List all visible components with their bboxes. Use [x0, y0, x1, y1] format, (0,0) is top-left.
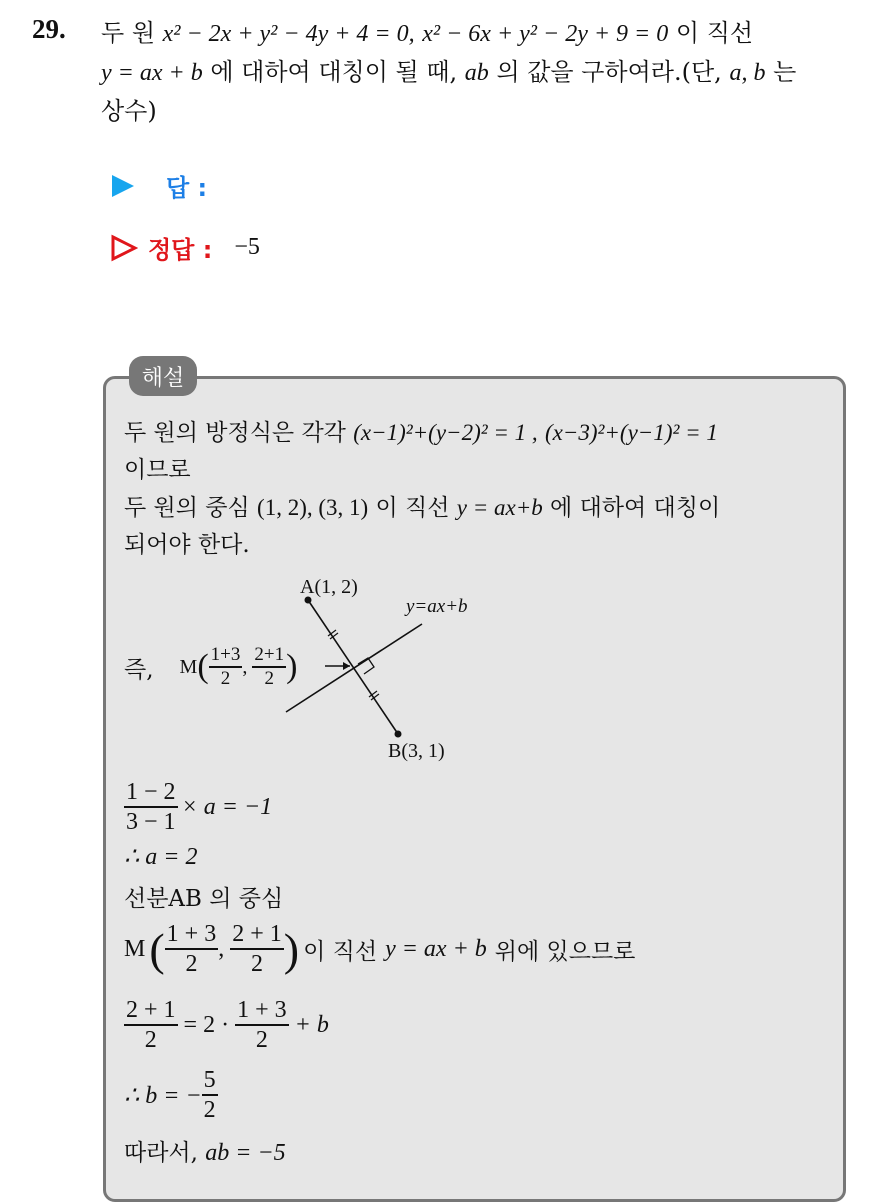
correct-answer-label: 정답 :: [148, 236, 213, 264]
line-y-ax-b: [286, 624, 422, 712]
sol-text: 선분AB 의 중심: [124, 886, 284, 912]
q-ab: ab: [464, 60, 489, 86]
sol-text: 이 직선: [303, 938, 378, 965]
question-number: 29.: [32, 14, 66, 44]
sol-equation: + b: [294, 1011, 329, 1038]
sol-text: 되어야 한다.: [124, 532, 250, 558]
sol-line-equation: y = ax+b: [456, 495, 543, 520]
sol-result-b: ∴ b = −: [124, 1082, 202, 1109]
sol-equation: = 2 ·: [183, 1011, 230, 1038]
sol-text: 두 원의 중심: [124, 495, 250, 521]
numerator: 1 + 3: [165, 920, 219, 950]
q-constants: a, b: [729, 60, 766, 86]
denominator: 2: [255, 1027, 268, 1053]
denominator: 2: [220, 668, 231, 689]
q-text: 두 원: [101, 19, 155, 47]
comma: ,: [242, 655, 253, 678]
q-equation-1: x² − 2x + y² − 4y + 4 = 0,: [162, 21, 415, 47]
numerator: 2+1: [252, 644, 286, 668]
sol-text: 이므로: [124, 457, 191, 483]
paren: (: [149, 923, 165, 975]
numerator: 5: [202, 1066, 218, 1096]
fraction: [202, 1066, 218, 1124]
sol-equation-1: (x−1)²+(y−2)² = 1 ,: [353, 420, 538, 445]
paren: ): [283, 923, 300, 975]
solution-intro: [124, 414, 824, 564]
question-text: [101, 14, 861, 130]
correct-answer-value: −5: [234, 234, 260, 260]
fraction: [209, 644, 243, 690]
fraction: [252, 644, 286, 690]
fraction: [230, 920, 284, 978]
answer-label: 답 :: [166, 174, 208, 202]
sol-text: 즉,: [124, 656, 154, 683]
sol-points: (1, 2), (3, 1): [257, 495, 369, 520]
denominator: 2: [203, 1097, 216, 1123]
sol-text: 에 대하여 대칭이: [550, 495, 721, 521]
correct-answer-row: [110, 230, 260, 265]
sol-equation-2: (x−3)²+(y−1)² = 1: [544, 420, 718, 445]
fraction: [165, 920, 219, 978]
label-a: A(1, 2): [300, 576, 358, 598]
denominator: 2: [185, 951, 198, 977]
sol-text: 두 원의 방정식은 각각: [124, 420, 346, 446]
midpoint-row-2: [124, 920, 635, 978]
sol-text: 이 직선: [375, 495, 450, 521]
outline-arrow-icon: [110, 234, 138, 262]
midpoint-m: M: [179, 655, 198, 678]
q-line-equation: y = ax + b: [101, 60, 203, 86]
denominator: 2: [264, 668, 274, 689]
fraction: [124, 778, 178, 836]
fraction: [235, 996, 289, 1054]
q-text: 상수): [101, 97, 157, 125]
result-b-row: [124, 1066, 218, 1124]
denominator: 2: [250, 951, 263, 977]
numerator: 1+3: [209, 644, 243, 668]
paren: ): [286, 648, 298, 685]
segment-ab: [308, 600, 398, 734]
q-text: 는: [773, 58, 797, 86]
numerator: 1 + 3: [235, 996, 289, 1026]
equation-row: [124, 996, 329, 1054]
q-text: 이 직선: [675, 19, 754, 47]
sol-text: 위에 있으므로: [494, 938, 636, 965]
sol-result-a: ∴ a = 2: [124, 844, 198, 870]
slope-row: [124, 778, 272, 836]
play-arrow-icon: [110, 173, 136, 199]
symmetry-figure: [270, 566, 510, 766]
final-row: [124, 1134, 286, 1167]
paren: (: [197, 648, 209, 685]
q-text: 에 대하여 대칭이 될 때,: [210, 58, 458, 86]
fraction: [124, 996, 178, 1054]
sol-line-equation: y = ax + b: [385, 935, 487, 962]
denominator: 2: [144, 1027, 157, 1053]
solution-tag: 해설: [129, 356, 197, 396]
label-b: B(3, 1): [388, 740, 445, 762]
numerator: 1 − 2: [124, 778, 178, 808]
numerator: 2 + 1: [230, 920, 284, 950]
point-b: [395, 731, 402, 738]
sol-final-answer: ab = −5: [205, 1140, 286, 1166]
q-equation-2: x² − 6x + y² − 2y + 9 = 0: [422, 21, 669, 47]
midpoint-row: [124, 644, 297, 690]
comma: ,: [218, 935, 231, 962]
answer-row: [110, 168, 207, 203]
q-text: 의 값을 구하여라.(단,: [496, 58, 722, 86]
arrow-head-icon: [343, 662, 350, 670]
sol-text: 따라서,: [124, 1140, 198, 1166]
numerator: 2 + 1: [124, 996, 178, 1026]
label-line: y=ax+b: [406, 596, 468, 617]
denominator: 3 − 1: [126, 809, 176, 835]
sol-equation: × a = −1: [181, 793, 273, 820]
midpoint-m: M: [124, 935, 146, 962]
